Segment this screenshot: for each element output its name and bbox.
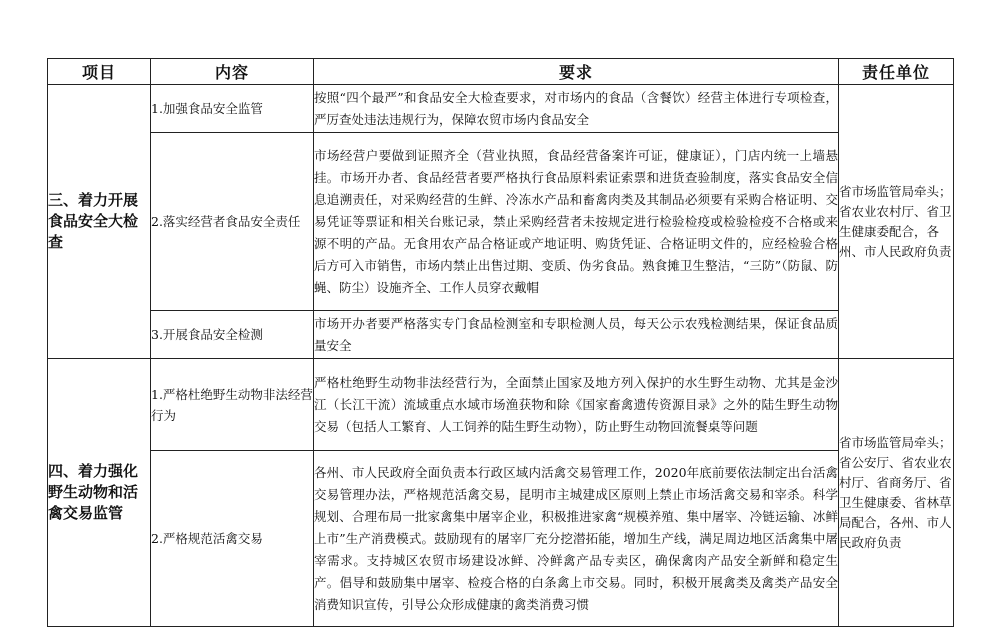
section-unit: 省市场监管局牵头；省农业农村厅、省卫生健康委配合，各州、市人民政府负责 [839,85,954,359]
row-content: 2.严格规范活禽交易 [151,451,314,627]
row-content: 1.加强食品安全监管 [151,85,314,133]
header-unit: 责任单位 [839,59,954,85]
header-requirement: 要求 [314,59,839,85]
row-content: 1.严格杜绝野生动物非法经营行为 [151,359,314,451]
table-row [48,311,954,359]
row-requirement: 按照“四个最严”和食品安全大检查要求，对市场内的食品（含餐饮）经营主体进行专项检查，严厉查处违法违规行为，保障农贸市场内食品安全 [314,85,839,133]
table-row [48,451,954,627]
header-content: 内容 [151,59,314,85]
row-requirement: 严格杜绝野生动物非法经营行为，全面禁止国家及地方列入保护的水生野生动物、尤其是金沙江（长江干流）流域重点水域市场渔获物和除《国家畜禽遗传资源目录》之外的陆生野生动物交易（包括人工繁育、人工饲养的陆生野生动物），防止野生动物回流餐桌等问题 [314,359,839,451]
table-header-row [48,59,954,85]
section-unit: 省市场监管局牵头；省公安厅、省农业农村厅、省商务厅、省卫生健康委、省林草局配合，各州、市人民政府负责 [839,359,954,627]
section-item: 三、着力开展食品安全大检查 [48,85,151,359]
responsibility-table [47,58,954,627]
section-item: 四、着力强化野生动物和活禽交易监管 [48,359,151,627]
row-requirement: 市场经营户要做到证照齐全（营业执照，食品经营备案许可证，健康证），门店内统一上墙悬挂。市场开办者、食品经营者要严格执行食品原料索证索票和进货查验制度，落实食品安全信息追溯责任，对采购经营的生鲜、冷冻水产品和畜禽肉类及其制品必须要有采购合格证明、交易凭证等票证和相关台账记录，禁止采购经营者未按规定进行检验检疫或检验检疫不合格或来源不明的产品。无食用农产品合格证或产地证明、购货凭证、合格证明文件的，应经检验合格后方可入市销售，市场内禁止出售过期、变质、伪劣食品。熟食摊卫生整洁，“三防”（防鼠、防蝇、防尘）设施齐全、工作人员穿衣戴帽 [314,133,839,311]
row-content: 3.开展食品安全检测 [151,311,314,359]
row-content: 2.落实经营者食品安全责任 [151,133,314,311]
table-row [48,133,954,311]
table-row [48,85,954,133]
row-requirement: 市场开办者要严格落实专门食品检测室和专职检测人员，每天公示农残检测结果，保证食品质量安全 [314,311,839,359]
header-item: 项目 [48,59,151,85]
row-requirement: 各州、市人民政府全面负责本行政区域内活禽交易管理工作，2020年底前要依法制定出台活禽交易管理办法，严格规范活禽交易，昆明市主城建成区原则上禁止市场活禽交易和宰杀。科学规划、合理布局一批家禽集中屠宰企业，积极推进家禽“规模养殖、集中屠宰、冷链运输、冰鲜上市”生产消费模式。鼓励现有的屠宰厂充分挖潜拓能，增加生产线，满足周边地区活禽集中屠宰需求。支持城区农贸市场建设冰鲜、冷鲜禽产品专卖区，确保禽肉产品安全新鲜和稳定生产。倡导和鼓励集中屠宰、检疫合格的白条禽上市交易。同时，积极开展禽类及禽类产品安全消费知识宣传，引导公众形成健康的禽类消费习惯 [314,451,839,627]
table-row [48,359,954,451]
